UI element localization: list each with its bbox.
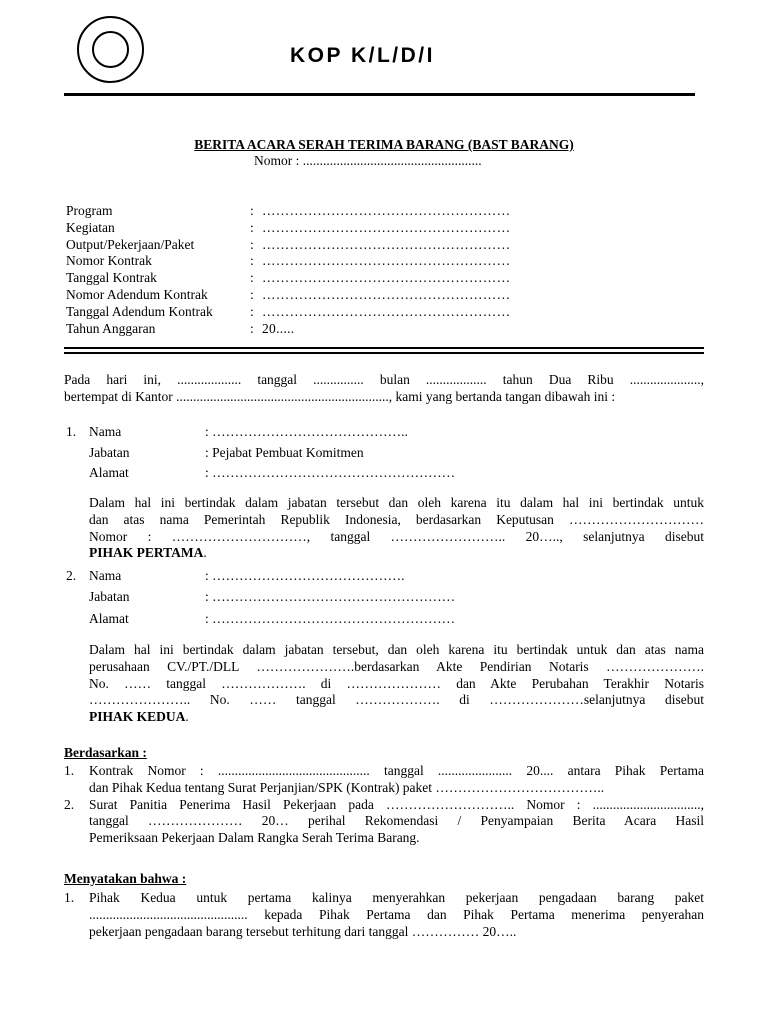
document-page: KOP K/L/D/I BERITA ACARA SERAH TERIMA BARANG (BAST BARANG) Nomor : ..................................................... Program : ……………………………………………… Kegiatan : ……………………………………………… Output/Pekerjaan/Paket : ……………………………………………… Nomor Kontrak : ……………………………………………… Tanggal Kontrak : ……………………………………………… Nomor Adendum Kontrak : ……………………………………………… Tanggal Adendum Kontrak : ……………………………………………… Tahun Anggaran : 20..... Pada hari ini, ................... tanggal ............... bulan .................. tahun Dua Ribu ....................., bertempat di Kantor ..............................................................., kami yang bertanda tangan dibawah ini : 1. Nama : …………………………………….. Jabatan : Pejabat Pembuat Komitmen Alamat : ……………………………………………… Dalam hal ini bertindak dalam jabatan tersebut dan oleh karena itu dalam hal ini bertindak untuk dan atas nama Pemerintah Republik Indonesia, berdasarkan Keputusan ………………………… Nomor : …………………………, tanggal …………………….. 20….., selanjutnya disebut PIHAK PERTAMA. 2. Nama : ……………………………………. Jabatan : ……………………………………………… Alamat : ……………………………………………… Dalam hal ini bertindak dalam jabatan tersebut, dan oleh karena itu bertindak untuk dan atas nama perusahaan CV./PT./DLL ………………….berdasarkan Akte Pendirian Notaris …………………. No. …… tanggal ………………. di ………………… dan Akte Perubahan Terakhir Notaris ………………….. No. …… tanggal ………………. di …………………selanjutnya disebut PIHAK KEDUA. Berdasarkan : 1. Kontrak Nomor : ............................................. tanggal ...................... 20.... antara Pihak Pertama dan Pihak Kedua tentang Surat Perjanjian/SPK (Kontrak) paket ……………………………….. 2. Surat Panitia Penerima Hasil Pekerjaan pada ……………………….. Nomor : ................................, tanggal ………………… 20… perihal Rekomendasi / Penyampaian Berita Acara Hasil Pemeriksaan Pekerjaan Dalam Rangka Serah Terima Barang. Menyatakan bahwa : 1. Pihak Kedua untuk pertama kalinya menyerahkan pekerjaan pengadaan barang paket ............................................... kepada Pihak Pertama dan Pihak Pertama menerima penyerahan pekerjaan pengadaan barang tersebut terhitung dari tanggal …………… 20…..: [0, 0, 768, 1024]
section-divider-bottom: [64, 352, 704, 354]
party-2-details: 2. Nama : ……………………………………. Jabatan : ……………………………………………… Alamat : ………………………………………………: [66, 568, 456, 626]
party-2-role: PIHAK KEDUA: [89, 709, 186, 725]
berdasarkan-list: [64, 763, 704, 847]
berdasarkan-item-1: 1. Kontrak Nomor : ............................................. tanggal ...................... 20.... antara Pihak Pertama dan Pihak Kedua tentang Surat Perjanjian/SPK (Kontrak) paket ………………………………..: [64, 763, 704, 795]
intro-paragraph: Pada hari ini, ................... tanggal ............... bulan .................. tahun Dua Ribu ....................., bertempat di Kantor ..............................................................., kami yang bertanda tangan dibawah ini :: [64, 372, 704, 404]
logo-placeholder-icon: [77, 16, 144, 83]
document-title: BERITA ACARA SERAH TERIMA BARANG (BAST BARANG): [194, 137, 574, 152]
menyatakan-list: [64, 890, 704, 940]
menyatakan-heading: Menyatakan bahwa :: [64, 871, 187, 886]
menyatakan-item-1: 1. Pihak Kedua untuk pertama kalinya menyerahkan pekerjaan pengadaan barang paket ............................................... kepada Pihak Pertama dan Pihak Pertama menerima penyerahan pekerjaan pengadaan barang tersebut terhitung dari tanggal …………… 20…..: [64, 890, 704, 939]
party-1-role: PIHAK PERTAMA: [89, 545, 204, 561]
party-1-details: 1. Nama : …………………………………….. Jabatan : Pejabat Pembuat Komitmen Alamat : ………………………………………………: [66, 424, 456, 480]
party-2-paragraph: Dalam hal ini bertindak dalam jabatan tersebut, dan oleh karena itu bertindak untuk dan atas nama perusahaan CV./PT./DLL ………………….berdasarkan Akte Pendirian Notaris …………………. No. …… tanggal ………………. di ………………… dan Akte Perubahan Terakhir Notaris ………………….. No. …… tanggal ………………. di …………………selanjutnya disebut PIHAK KEDUA.: [89, 642, 704, 725]
letterhead-title: KOP K/L/D/I: [290, 44, 435, 67]
letterhead-divider: [64, 93, 695, 96]
berdasarkan-heading: Berdasarkan :: [64, 745, 147, 760]
section-divider-top: [64, 347, 704, 349]
berdasarkan-item-2: 2. Surat Panitia Penerima Hasil Pekerjaan pada ……………………….. Nomor : ................................, tanggal ………………… 20… perihal Rekomendasi / Penyampaian Berita Acara Hasil Pemeriksaan Pekerjaan Dalam Rangka Serah Terima Barang.: [64, 796, 704, 846]
party-1-paragraph: Dalam hal ini bertindak dalam jabatan tersebut dan oleh karena itu dalam hal ini bertindak untuk dan atas nama Pemerintah Republik Indonesia, berdasarkan Keputusan ………………………… Nomor : …………………………, tanggal …………………….. 20….., selanjutnya disebut PIHAK PERTAMA.: [89, 495, 704, 561]
document-number: Nomor : .....................................................: [254, 153, 482, 168]
